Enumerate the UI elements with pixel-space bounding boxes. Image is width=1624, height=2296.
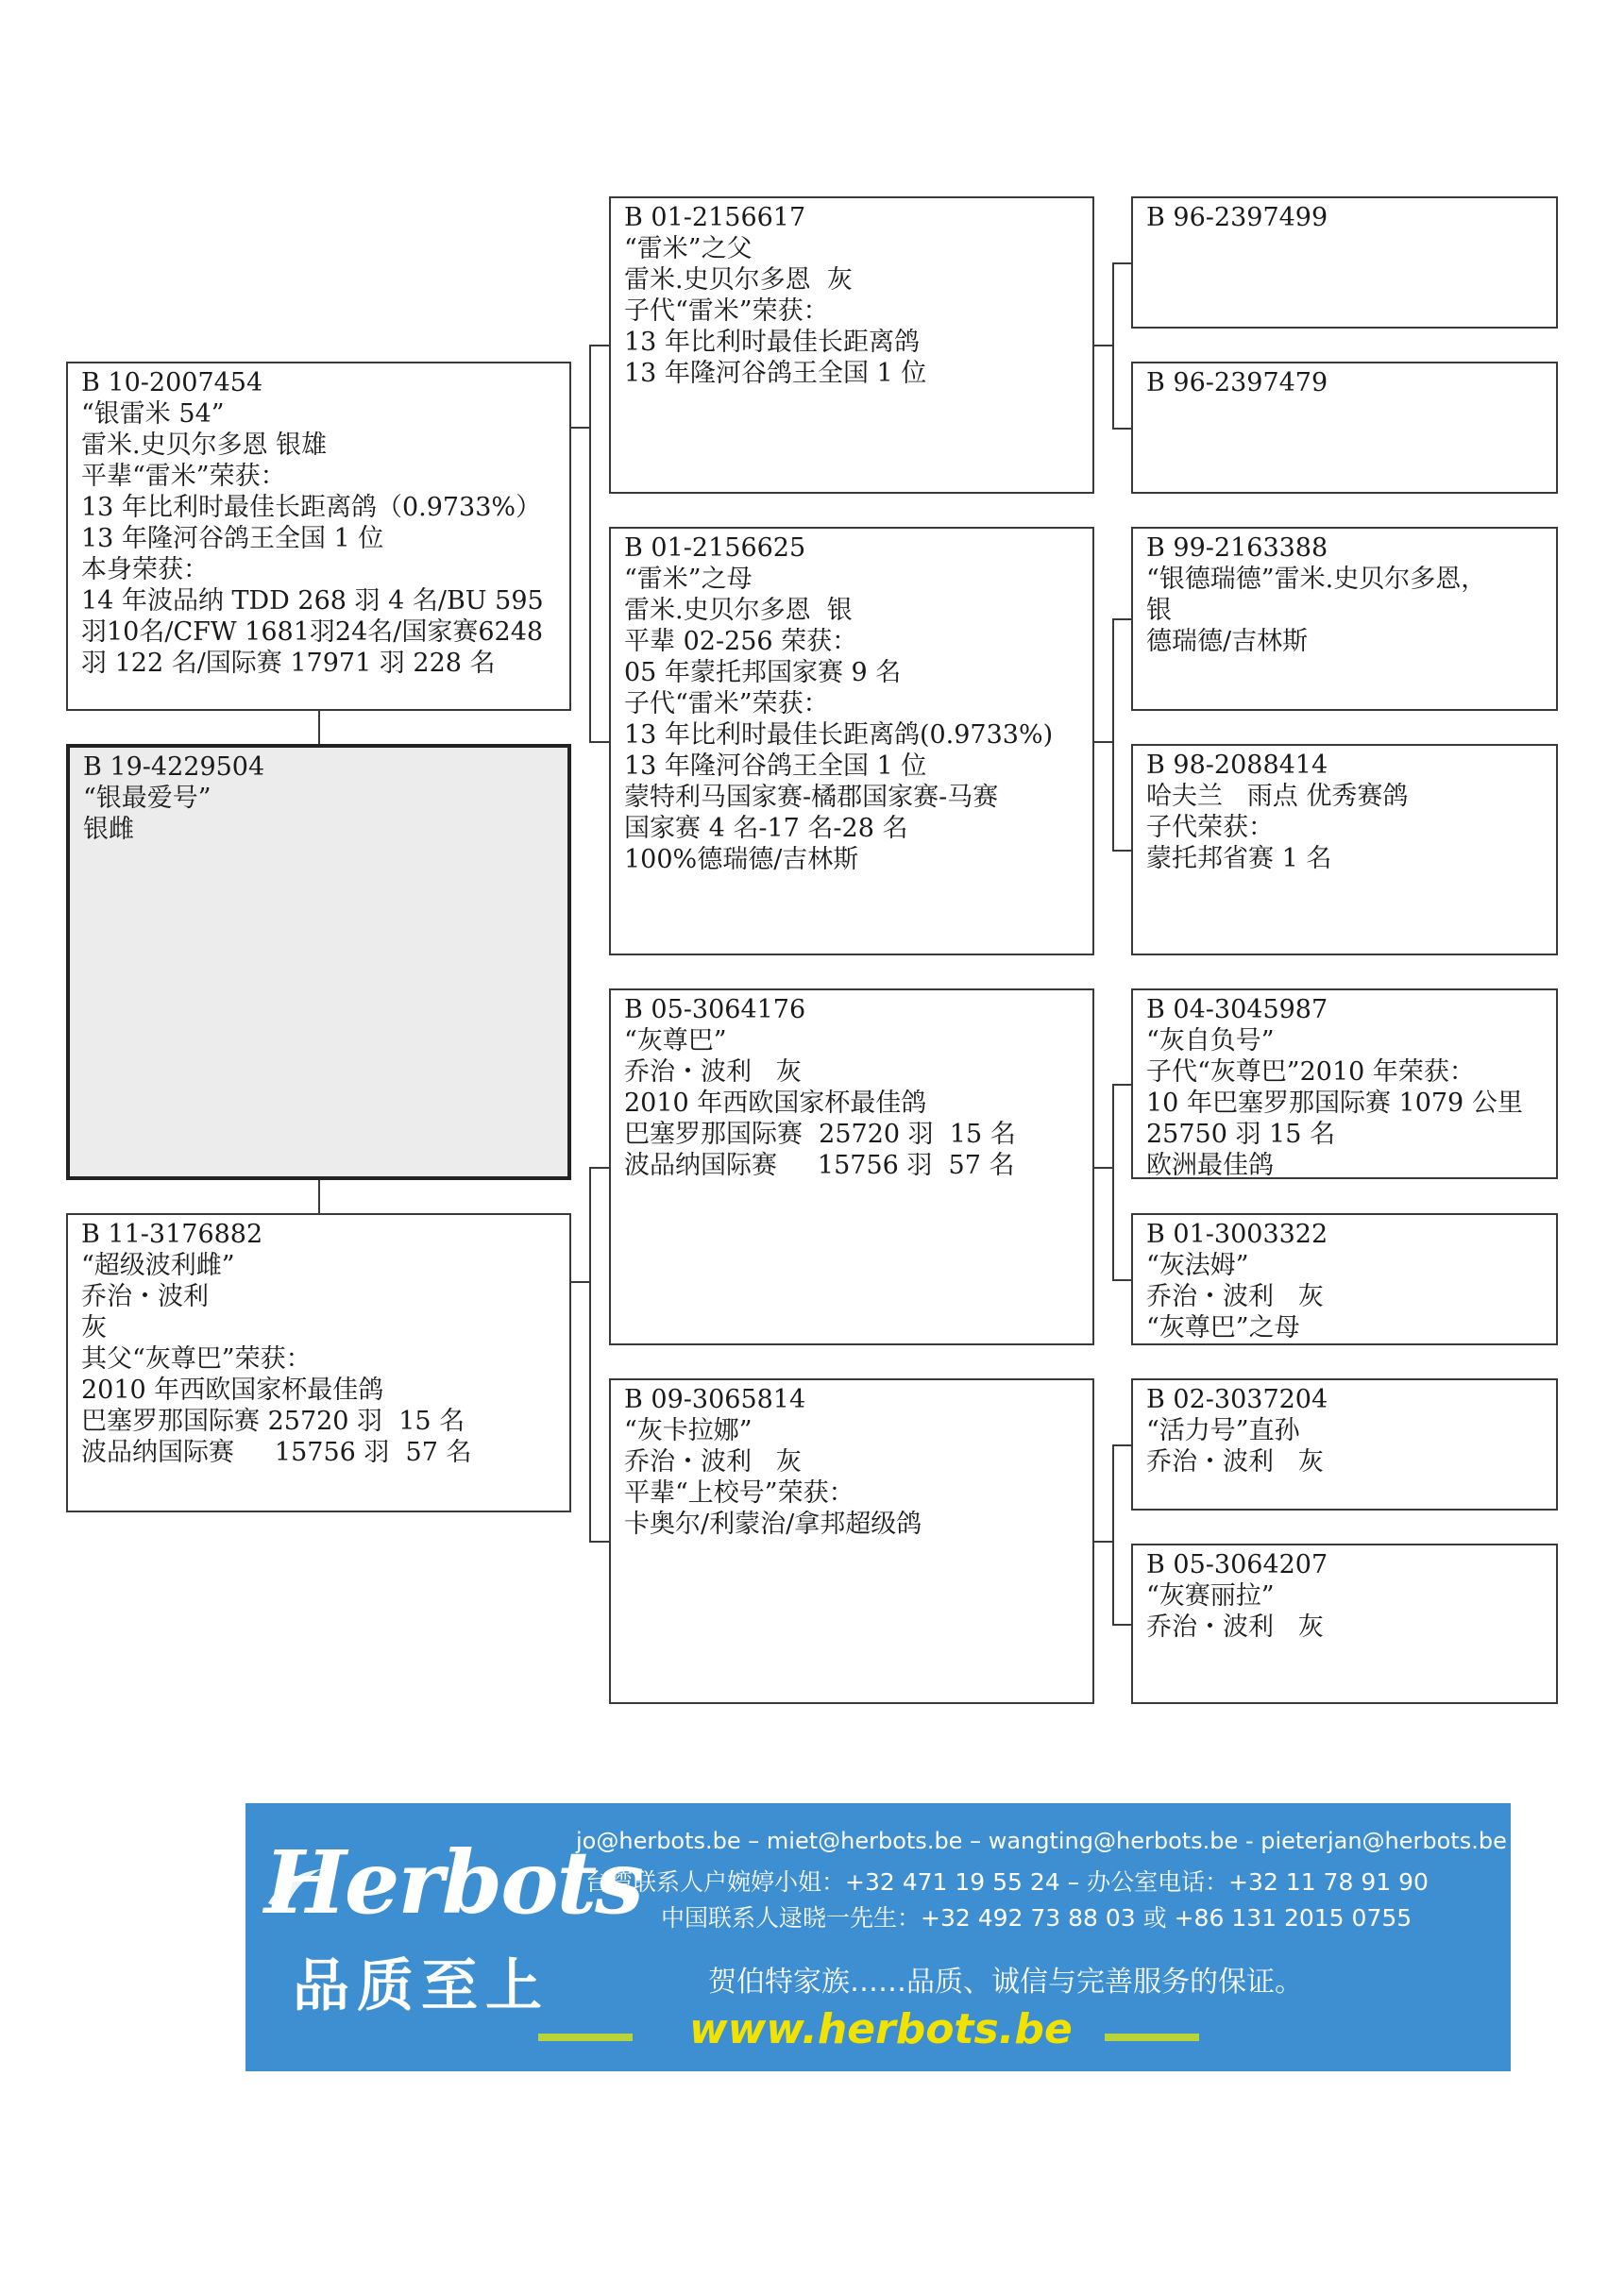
pedigree-line: 波品纳国际赛 15756 羽 57 名 xyxy=(624,1151,1015,1180)
connector-line xyxy=(1094,741,1113,743)
connector-line xyxy=(571,427,590,429)
pedigree-line: B 11-3176882 xyxy=(81,1220,263,1249)
pedigree-line: 子代荣获： xyxy=(1146,813,1274,842)
pedigree-line: 蒙特利马国家赛-橘郡国家赛-马赛 xyxy=(624,783,999,812)
pedigree-line: “灰自负号” xyxy=(1146,1026,1275,1055)
pedigree-line: B 01-2156617 xyxy=(624,203,806,232)
connector-line xyxy=(318,1180,320,1213)
pedigree-line: 13 年隆河谷鸽王全国 1 位 xyxy=(81,524,384,553)
pedigree-box-dam-mother xyxy=(609,1378,1094,1704)
accent-bar-right xyxy=(1105,2034,1199,2041)
pedigree-line: B 96-2397499 xyxy=(1146,203,1328,232)
pedigree-line: “活力号”直孙 xyxy=(1146,1416,1300,1445)
pedigree-line: 巴塞罗那国际赛 25720 羽 15 名 xyxy=(81,1407,465,1436)
connector-line xyxy=(1112,428,1131,430)
pedigree-line: 100%德瑞德/吉林斯 xyxy=(624,845,859,874)
connector-line xyxy=(318,711,320,744)
pedigree-line: 雷米.史贝尔多恩 银 xyxy=(624,596,853,625)
pedigree-line: 巴塞罗那国际赛 25720 羽 15 名 xyxy=(624,1120,1016,1149)
pedigree-line: B 05-3064176 xyxy=(624,995,806,1024)
pedigree-line: 波品纳国际赛 15756 羽 57 名 xyxy=(81,1438,472,1467)
pedigree-line: 羽10名/CFW 1681羽24名/国家赛6248 xyxy=(81,617,544,647)
pedigree-line: 乔治・波利 灰 xyxy=(624,1447,802,1477)
pedigree-line: 子代“灰尊巴”2010 年荣获： xyxy=(1146,1057,1475,1087)
pedigree-line: 13 年比利时最佳长距离鸽(0.9733%) xyxy=(624,720,1054,750)
pedigree-line: 雷米.史贝尔多恩 灰 xyxy=(624,265,853,295)
pedigree-line: 羽 122 名/国际赛 17971 羽 228 名 xyxy=(81,649,496,678)
pedigree-line: B 04-3045987 xyxy=(1146,995,1328,1024)
pedigree-box-gen3-2 xyxy=(1131,362,1558,494)
pedigree-line: B 01-2156625 xyxy=(624,533,806,563)
connector-line xyxy=(1112,850,1131,852)
pedigree-line: B 96-2397479 xyxy=(1146,368,1328,397)
pedigree-box-sire xyxy=(66,362,571,711)
connector-line xyxy=(1112,618,1131,620)
tagline: 贺伯特家族……品质、诚信与完善服务的保证。 xyxy=(708,1966,1303,1999)
connector-line xyxy=(1112,1444,1114,1624)
pedigree-line: “灰法姆” xyxy=(1146,1251,1249,1280)
connector-line xyxy=(589,345,609,346)
pedigree-line: “灰尊巴”之母 xyxy=(1146,1313,1300,1342)
pedigree-line: “雷米”之母 xyxy=(624,565,753,594)
connector-line xyxy=(1112,618,1114,850)
pedigree-line: 13 年隆河谷鸽王全国 1 位 xyxy=(624,359,927,388)
connector-line xyxy=(1112,1444,1131,1446)
pedigree-line: 平辈“雷米”荣获： xyxy=(81,462,286,491)
connector-line xyxy=(1112,1084,1131,1086)
pedigree-line: 05 年蒙托邦国家赛 9 名 xyxy=(624,658,902,687)
connector-line xyxy=(1112,1624,1131,1626)
pedigree-line: 25750 羽 15 名 xyxy=(1146,1120,1335,1149)
pedigree-line: 2010 年西欧国家杯最佳鸽 xyxy=(81,1376,384,1405)
website-link[interactable]: www.herbots.be xyxy=(689,2005,1073,2053)
pedigree-line: “雷米”之父 xyxy=(624,234,753,263)
pedigree-line: “灰赛丽拉” xyxy=(1146,1581,1275,1611)
pedigree-line: 蒙托邦省赛 1 名 xyxy=(1146,844,1332,873)
slogan: 品质至上 xyxy=(293,1953,550,2019)
connector-line xyxy=(1094,345,1113,346)
pedigree-box-sire-father xyxy=(609,196,1094,494)
pedigree-line: 乔治・波利 灰 xyxy=(1146,1612,1324,1642)
pedigree-box-gen3-8 xyxy=(1131,1544,1558,1704)
pedigree-line: “银最爱号” xyxy=(83,784,211,813)
connector-line xyxy=(589,1167,609,1169)
pedigree-box-gen3-4 xyxy=(1131,744,1558,955)
pedigree-line: 13 年比利时最佳长距离鸽（0.9733%） xyxy=(81,493,542,522)
pedigree-line: 乔治・波利 灰 xyxy=(1146,1282,1324,1311)
pedigree-line: 乔治・波利 xyxy=(81,1282,209,1311)
pedigree-line: 灰 xyxy=(81,1313,107,1342)
pedigree-line: 卡奥尔/利蒙治/拿邦超级鸽 xyxy=(624,1510,922,1539)
connector-line xyxy=(589,1541,609,1543)
pedigree-line: B 19-4229504 xyxy=(83,752,265,782)
pedigree-box-gen3-6 xyxy=(1131,1213,1558,1345)
pedigree-line: 14 年波品纳 TDD 268 羽 4 名/BU 595 xyxy=(81,586,544,616)
pedigree-box-gen3-1 xyxy=(1131,196,1558,329)
pedigree-line: 哈夫兰 雨点 优秀赛鸽 xyxy=(1146,782,1409,811)
pedigree-line: “灰尊巴” xyxy=(624,1026,727,1055)
pedigree-line: 13 年隆河谷鸽王全国 1 位 xyxy=(624,751,927,781)
pedigree-line: 10 年巴塞罗那国际赛 1079 公里 xyxy=(1146,1089,1523,1118)
pedigree-line: “银雷米 54” xyxy=(81,399,225,429)
contact-taiwan: 台湾联系人户婉婷小姐：+32 471 19 55 24 – 办公室电话：+32 11 78 91 90 xyxy=(585,1868,1429,1896)
pedigree-box-gen3-3 xyxy=(1131,527,1558,711)
pedigree-line: 雷米.史贝尔多恩 银雄 xyxy=(81,430,328,460)
pedigree-line: B 02-3037204 xyxy=(1146,1385,1328,1414)
pedigree-line: 其父“灰尊巴”荣获： xyxy=(81,1344,312,1374)
pedigree-line: B 99-2163388 xyxy=(1146,533,1328,563)
pedigree-line: B 10-2007454 xyxy=(81,368,263,397)
accent-bar-left xyxy=(538,2034,633,2041)
pedigree-box-gen3-7 xyxy=(1131,1378,1558,1511)
pedigree-line: 德瑞德/吉林斯 xyxy=(1146,627,1309,656)
connector-line xyxy=(1112,262,1114,428)
connector-line xyxy=(571,1281,590,1283)
herbots-logo: Herbots xyxy=(264,1832,642,1933)
connector-line xyxy=(589,741,609,743)
pedigree-line: B 01-3003322 xyxy=(1146,1220,1328,1249)
pedigree-line: B 98-2088414 xyxy=(1146,751,1328,780)
herbots-banner xyxy=(245,1803,1511,2071)
pedigree-box-dam xyxy=(66,1213,571,1512)
pedigree-line: 银 xyxy=(1146,596,1172,625)
connector-line xyxy=(1094,1541,1113,1543)
pedigree-box-dam-father xyxy=(609,988,1094,1345)
pedigree-line: 子代“雷米”荣获： xyxy=(624,296,829,326)
pedigree-line: 乔治・波利 灰 xyxy=(624,1057,802,1087)
connector-line xyxy=(1112,262,1131,264)
connector-line xyxy=(1112,1279,1131,1281)
pedigree-line: B 05-3064207 xyxy=(1146,1550,1328,1579)
pedigree-line: 本身荣获： xyxy=(81,555,209,584)
pedigree-line: B 09-3065814 xyxy=(624,1385,806,1414)
pedigree-line: “灰卡拉娜” xyxy=(624,1416,753,1445)
pedigree-line: 乔治・波利 灰 xyxy=(1146,1447,1324,1477)
pedigree-line: 平辈“上校号”荣获： xyxy=(624,1478,854,1508)
connector-line xyxy=(1112,1084,1114,1279)
connector-line xyxy=(589,1167,591,1541)
pedigree-box-gen3-5 xyxy=(1131,988,1558,1179)
pedigree-line: 银雌 xyxy=(83,815,134,844)
pedigree-line: 平辈 02-256 荣获： xyxy=(624,627,858,656)
connector-line xyxy=(1094,1167,1113,1169)
contact-china: 中国联系人逯晓一先生：+32 492 73 88 03 或 +86 131 2015 0755 xyxy=(661,1904,1413,1932)
pedigree-line: “超级波利雌” xyxy=(81,1251,235,1280)
pedigree-line: “银德瑞德”雷米.史贝尔多恩， xyxy=(1146,565,1487,594)
pedigree-line: 2010 年西欧国家杯最佳鸽 xyxy=(624,1089,927,1118)
pedigree-line: 欧洲最佳鸽 xyxy=(1146,1151,1274,1179)
connector-line xyxy=(589,345,591,741)
pedigree-line: 国家赛 4 名-17 名-28 名 xyxy=(624,814,908,843)
pedigree-line: 子代“雷米”荣获： xyxy=(624,689,829,718)
pedigree-box-sire-mother xyxy=(609,527,1094,955)
pedigree-box-subject xyxy=(66,744,571,1180)
pedigree-line: 13 年比利时最佳长距离鸽 xyxy=(624,328,920,357)
contact-emails[interactable]: jo@herbots.be – miet@herbots.be – wangting@herbots.be - pieterjan@herbots.be xyxy=(576,1828,1507,1854)
